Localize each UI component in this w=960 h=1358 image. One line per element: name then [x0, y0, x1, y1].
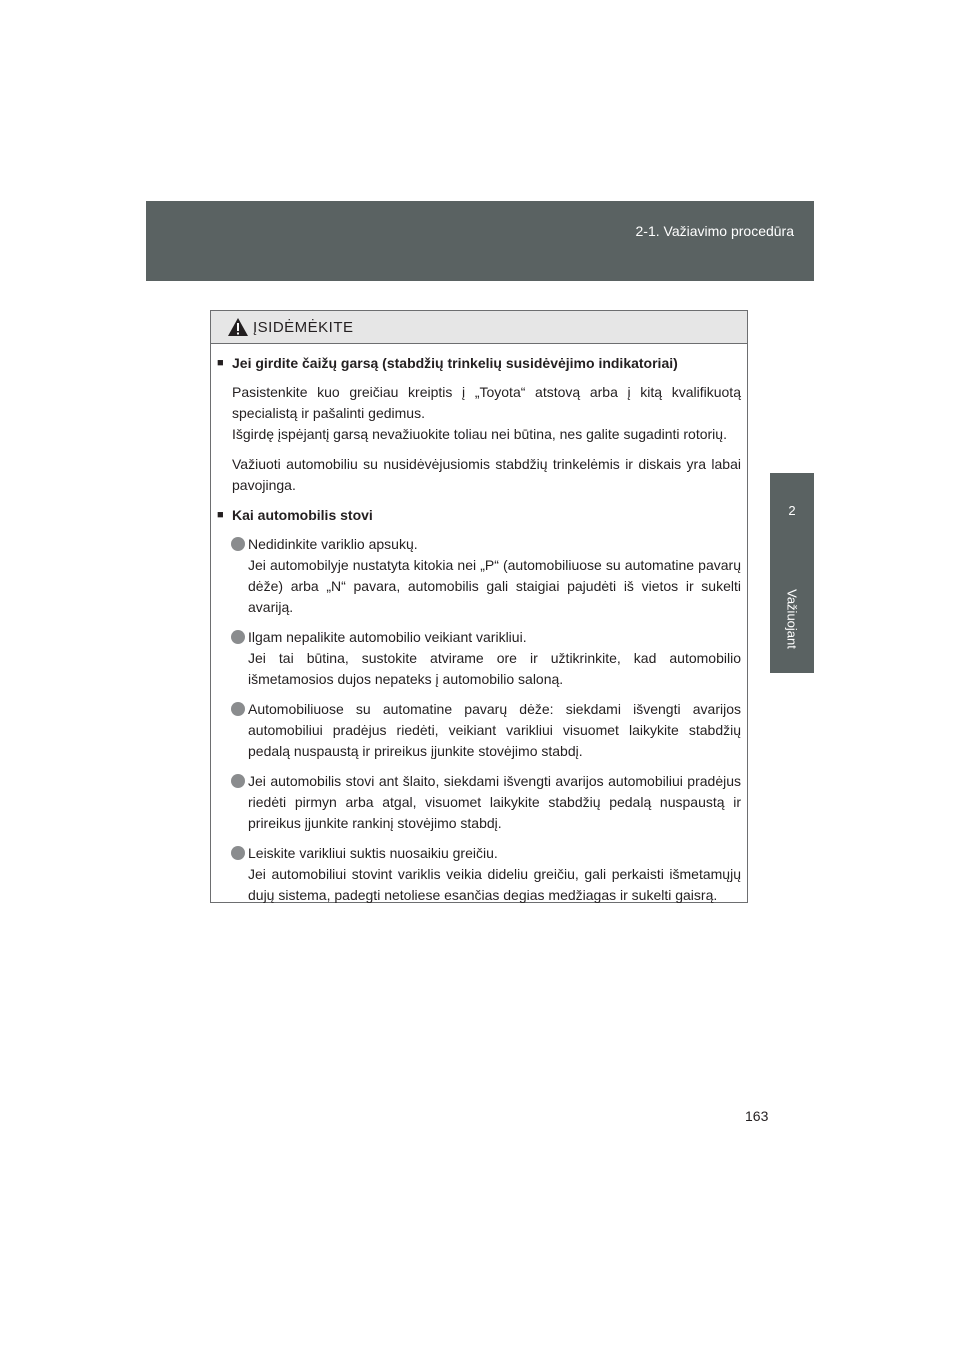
paragraph	[217, 382, 741, 445]
circle-bullet-icon	[231, 846, 245, 860]
caution-title: ĮSIDĖMĖKITE	[253, 318, 354, 336]
header-band	[146, 201, 814, 281]
list-item	[231, 699, 741, 762]
list-item-line: Jei automobilyje nustatyta kitokia nei „P“ (automobiliuose su automatine pavarų dėže) arba „N“ pavara, automobilis gali staigiai pajudėti iš vietos ir sukelti avariją.	[248, 557, 741, 615]
list-item-text	[248, 843, 741, 906]
section-heading-text: Kai automobilis stovi	[232, 507, 373, 523]
circle-bullet-icon	[231, 630, 245, 644]
list-item-line: Jei automobiliui stovint variklis veikia dideliu greičiu, gali perkaisti išmetamųjų dujų sistema, padegti netoliese esančias degias medžiagas ir sukelti gaisrą.	[248, 866, 741, 903]
list-item	[231, 627, 741, 690]
list-item-line: Jei automobilis stovi ant šlaito, siekdami išvengti avarijos automobiliui pradėjus riedėti pirmyn arba atgal, visuomet laikykite stabdžių pedalą nuspaustą ir prireikus įjunkite rankinį stovėjimo stabdį.	[248, 773, 741, 831]
section-heading-text: Jei girdite čaižų garsą (stabdžių trinkelių susidėvėjimo indikatoriai)	[232, 355, 678, 371]
list-item-line: Leiskite varikliui suktis nuosaikiu greičiu.	[248, 845, 498, 861]
page-number: 163	[745, 1108, 769, 1124]
warning-triangle-icon	[227, 317, 249, 337]
list-item	[231, 843, 741, 906]
section-title: 2-1. Važiavimo procedūra	[635, 223, 794, 239]
chapter-tab	[770, 473, 814, 673]
circle-bullet-icon	[231, 537, 245, 551]
list-item-line: Jei tai būtina, sustokite atvirame ore ir užtikrinkite, kad automobilio išmetamosios dujos nepateks į automobilio saloną.	[248, 650, 741, 687]
list-item-line: Nedidinkite variklio apsukų.	[248, 536, 418, 552]
list-item-text	[248, 534, 741, 618]
list-item-line: Automobiliuose su automatine pavarų dėže: siekdami išvengti avarijos automobiliui pradėjus riedėti, veikiant varikliui visuomet laikykite stabdžių pedalą nuspaustą ir prireikus įjunkite stovėjimo stabdį.	[248, 701, 741, 759]
circle-bullet-icon	[231, 774, 245, 788]
caution-body	[211, 344, 747, 906]
list-item	[231, 771, 741, 834]
section-heading-brake-noise	[217, 353, 741, 374]
section-heading-parked	[217, 505, 741, 526]
chapter-number: 2	[788, 503, 796, 518]
paragraph: Važiuoti automobiliu su nusidėvėjusiomis stabdžių trinkelėmis ir diskais yra labai pavojinga.	[232, 456, 741, 493]
paragraph-text: Pasistenkite kuo greičiau kreiptis į „Toyota“ atstovą arba į kitą kvalifikuotą specialistą ir pašalinti gedimus.	[232, 384, 741, 421]
list-item	[231, 534, 741, 618]
circle-bullet-icon	[231, 702, 245, 716]
square-bullet-icon: ■	[217, 357, 224, 369]
list-item-text	[248, 771, 741, 834]
chapter-label: Važiuojant	[784, 589, 800, 649]
list-item-line: Ilgam nepalikite automobilio veikiant varikliui.	[248, 629, 527, 645]
paragraph-text: Išgirdę įspėjantį garsą nevažiuokite toliau nei būtina, nes galite sugadinti rotorių.	[232, 426, 727, 442]
caution-header	[211, 311, 747, 344]
list-item-text	[248, 699, 741, 762]
square-bullet-icon: ■	[217, 509, 224, 521]
caution-box	[210, 310, 748, 903]
list-item-text	[248, 627, 741, 690]
